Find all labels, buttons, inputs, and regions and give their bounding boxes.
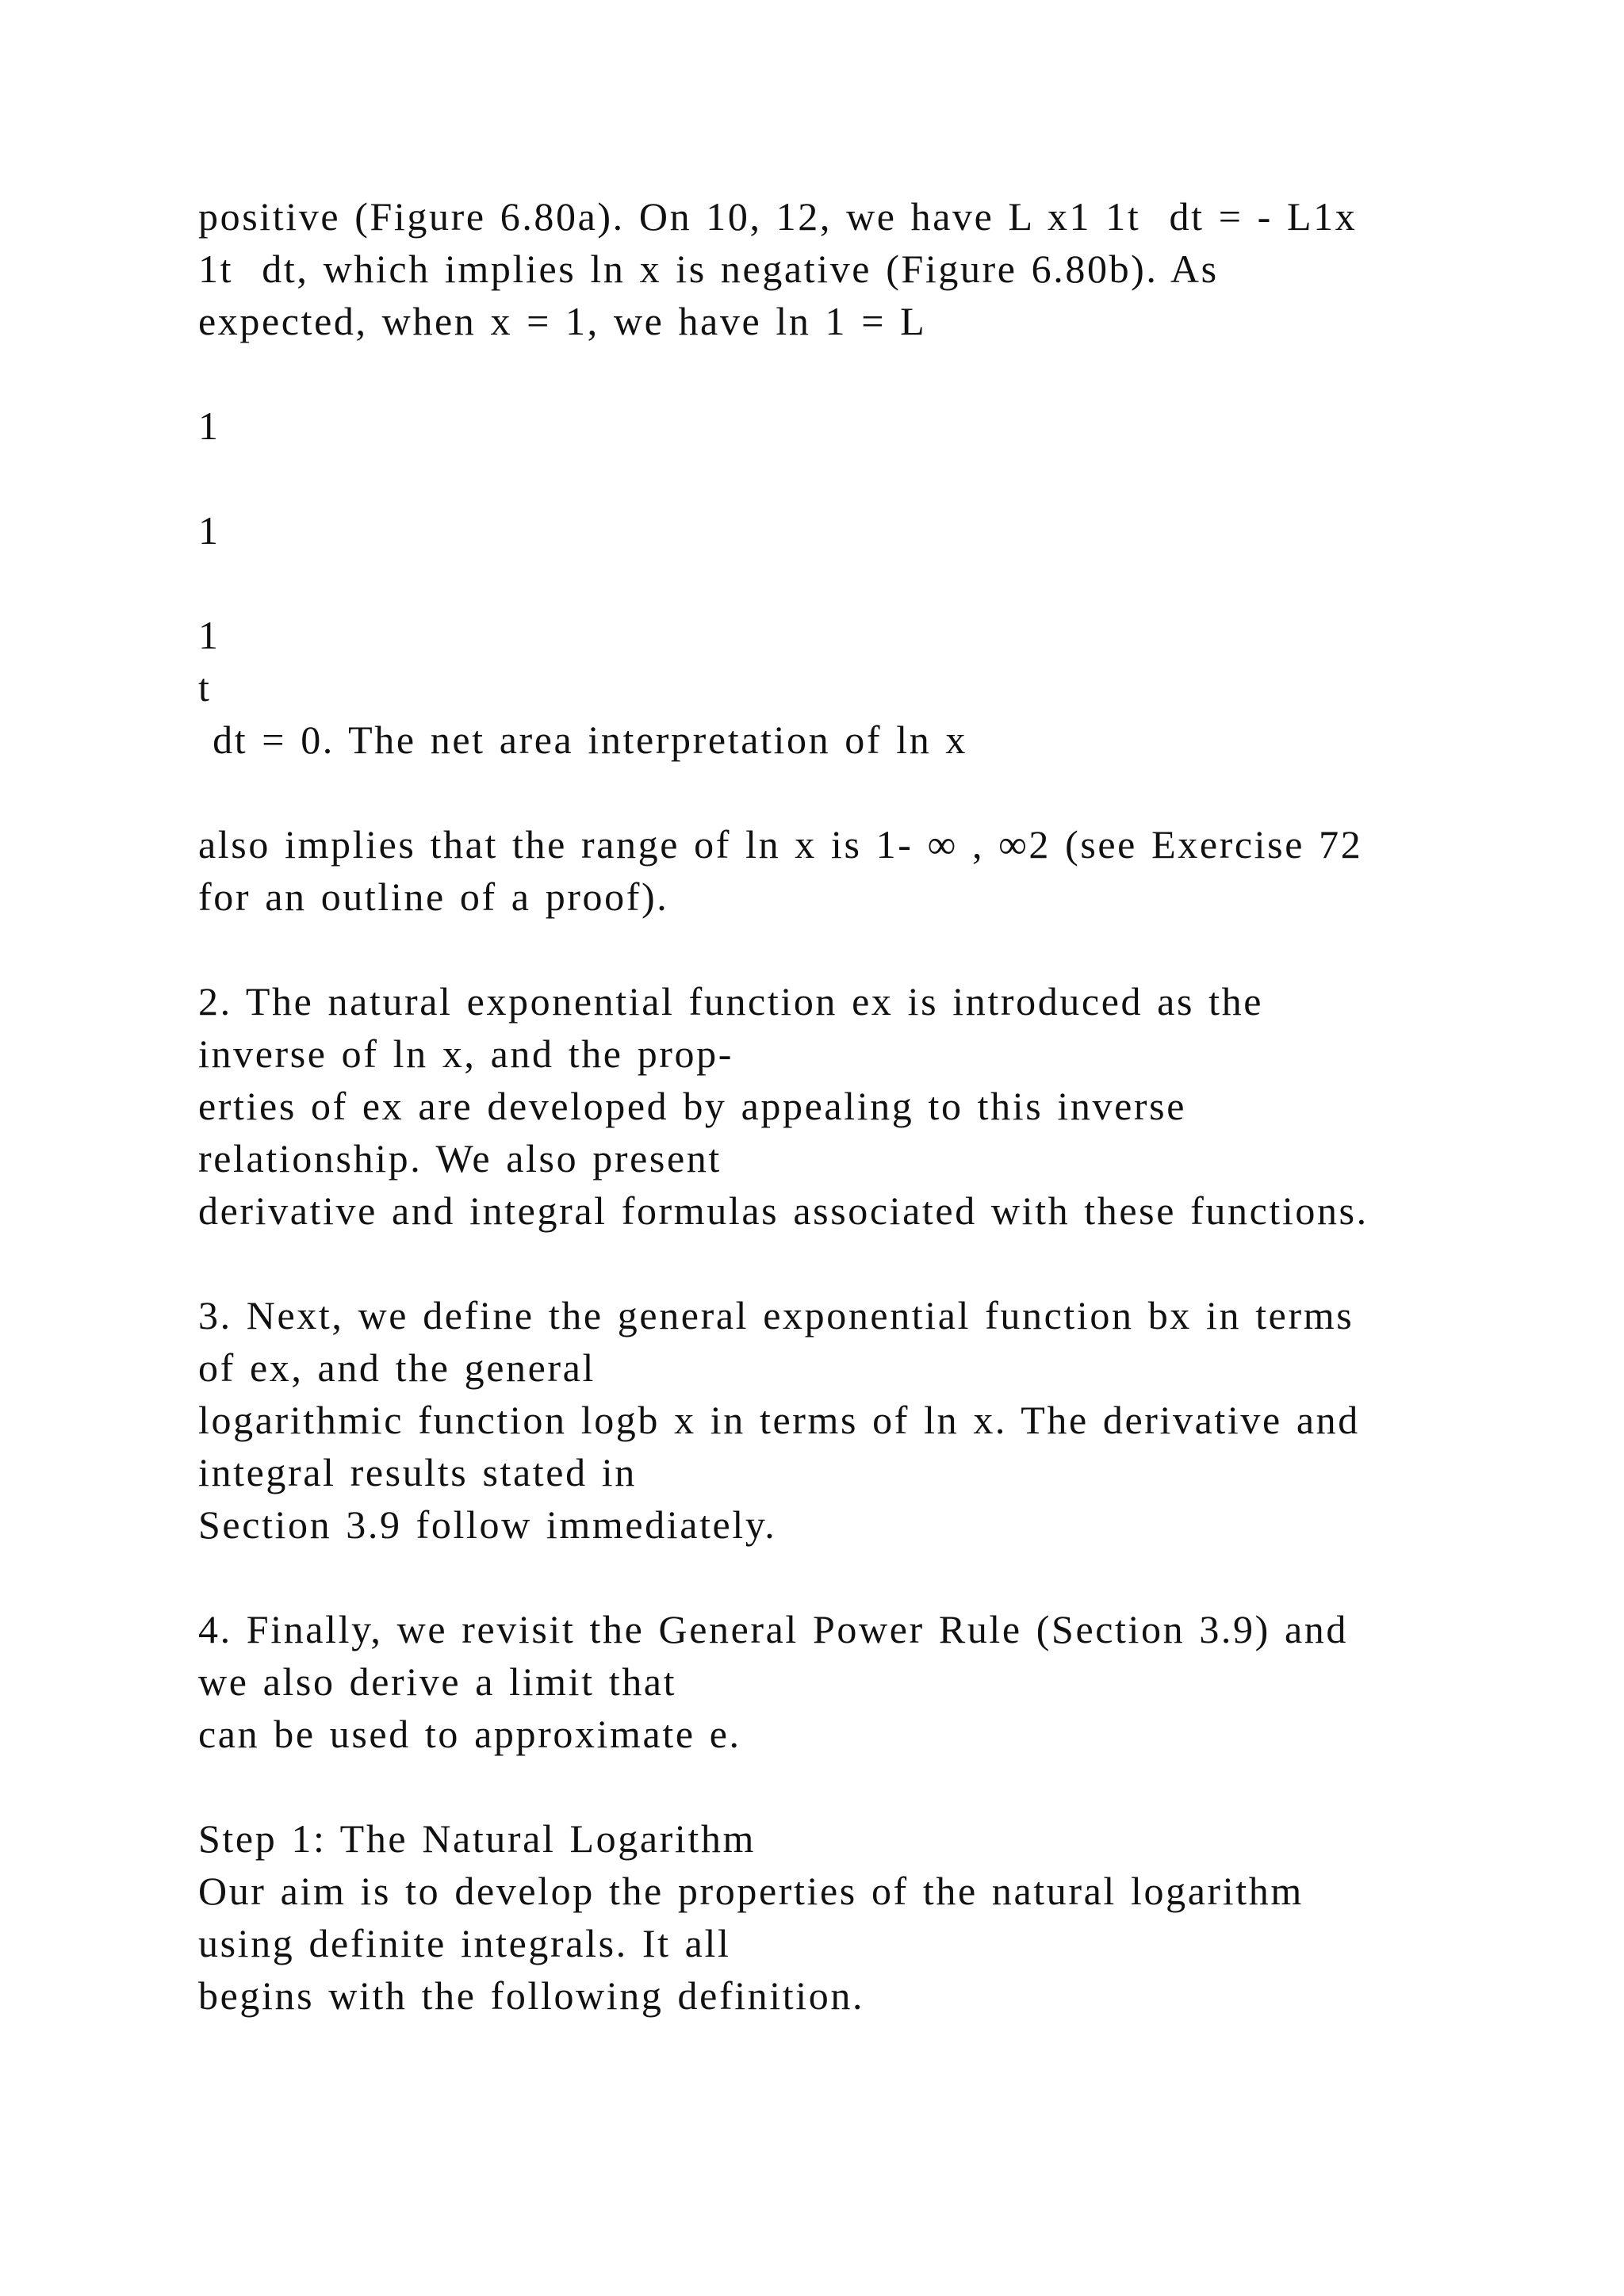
blank-line [198, 923, 1610, 975]
text-line: we also derive a limit that [198, 1659, 677, 1704]
text-line: inverse of ln x, and the prop- [198, 1031, 734, 1076]
text-line: 3. Next, we define the general exponential function bx in terms [198, 1293, 1354, 1337]
text-line: 1 [198, 404, 220, 448]
text-line: t [198, 665, 212, 710]
blank-line [198, 452, 1610, 504]
text-line: expected, when x = 1, we have ln 1 = L [198, 299, 927, 343]
text-line: using definite integrals. It all [198, 1921, 731, 1965]
text-line: dt = 0. The net area interpretation of ln x [198, 718, 968, 762]
text-line: Section 3.9 follow immediately. [198, 1502, 777, 1547]
text-line: begins with the following definition. [198, 1973, 865, 2018]
blank-line [198, 1551, 1610, 1603]
text-line: logarithmic function logb x in terms of ln x. The derivative and [198, 1398, 1360, 1442]
text-line: derivative and integral formulas associated with these functions. [198, 1188, 1369, 1233]
text-line: 4. Finally, we revisit the General Power Rule (Section 3.9) and [198, 1607, 1348, 1651]
text-line: relationship. We also present [198, 1136, 722, 1181]
section-heading: Step 1: The Natural Logarithm [198, 1816, 756, 1861]
blank-line [198, 557, 1610, 609]
text-line: 1 [198, 613, 220, 657]
blank-line [198, 1760, 1610, 1812]
blank-line [198, 1237, 1610, 1289]
blank-line [198, 766, 1610, 818]
text-line: positive (Figure 6.80a). On 10, 12, we have L x1 1t dt = - L1x [198, 194, 1358, 239]
blank-line [198, 347, 1610, 400]
text-line: 1t dt, which implies ln x is negative (Figure 6.80b). As [198, 247, 1219, 291]
text-line: for an outline of a proof). [198, 874, 669, 919]
text-line: can be used to approximate e. [198, 1712, 741, 1756]
text-line: 2. The natural exponential function ex is introduced as the [198, 979, 1264, 1024]
text-line: also implies that the range of ln x is 1- ∞ , ∞2 (see Exercise 72 [198, 822, 1363, 867]
text-line: Our aim is to develop the properties of the natural logarithm [198, 1869, 1304, 1913]
text-line: integral results stated in [198, 1450, 637, 1494]
text-line: 1 [198, 508, 220, 553]
document-body [198, 190, 1610, 2022]
text-line: of ex, and the general [198, 1345, 596, 1390]
text-line: erties of ex are developed by appealing to this inverse [198, 1084, 1187, 1128]
